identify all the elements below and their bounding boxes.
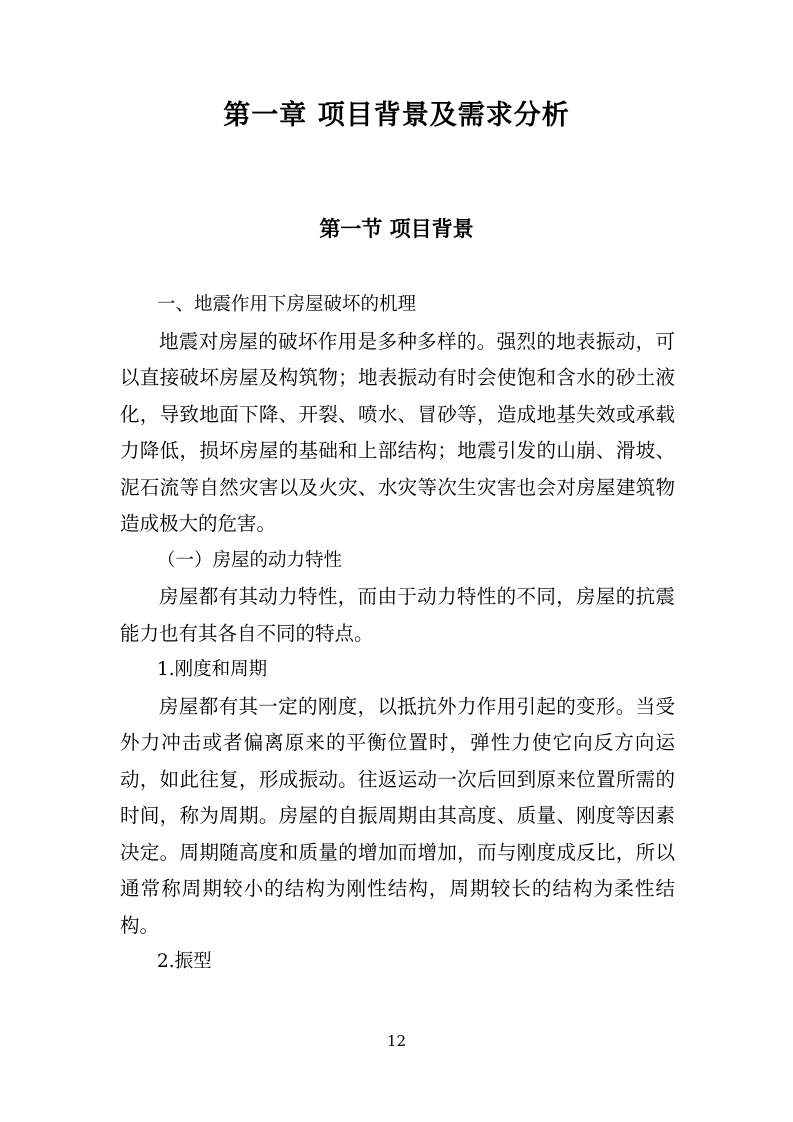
subheading-stiffness-period: 1.刚度和周期 — [157, 659, 268, 680]
paragraph-earthquake-damage: 地震对房屋的破坏作用是多种多样的。强烈的地表振动，可以直接破坏房屋及构筑物；地表振动有时会使饱和含水的砂土液化，导致地面下降、开裂、喷水、冒砂等，造成地基失效或承载力降低，损坏房屋的基础和上部结构；地震引发的山崩、滑坡、泥石流等自然灾害以及火灾、水灾等次生灾害也会对房屋建筑物造成极大的危害。 — [120, 329, 675, 535]
body-text — [120, 287, 675, 981]
section-title: 第一节 项目背景 — [319, 217, 474, 241]
subheading-mechanism: 一、地震作用下房屋破坏的机理 — [157, 294, 417, 315]
subheading-mode-shape: 2.振型 — [157, 951, 212, 972]
chapter-title: 第一章 项目背景及需求分析 — [223, 100, 570, 131]
page-number: 12 — [386, 1032, 407, 1050]
subheading-dynamic-characteristics: （一）房屋的动力特性 — [157, 549, 343, 571]
paragraph-dynamic-characteristics: 房屋都有其动力特性，而由于动力特性的不同，房屋的抗震能力也有其各自不同的特点。 — [120, 585, 675, 645]
paragraph-stiffness-period: 房屋都有其一定的刚度，以抵抗外力作用引起的变形。当受外力冲击或者偏离原来的平衡位置时，弹性力使它向反方向运动，如此往复，形成振动。往返运动一次后回到原来位置所需的时间，称为周期。房屋的自振周期由其高度、质量、刚度等因素决定。周期随高度和质量的增加而增加，而与刚度成反比，所以通常称周期较小的结构为刚性结构，周期较长的结构为柔性结构。 — [120, 694, 675, 937]
